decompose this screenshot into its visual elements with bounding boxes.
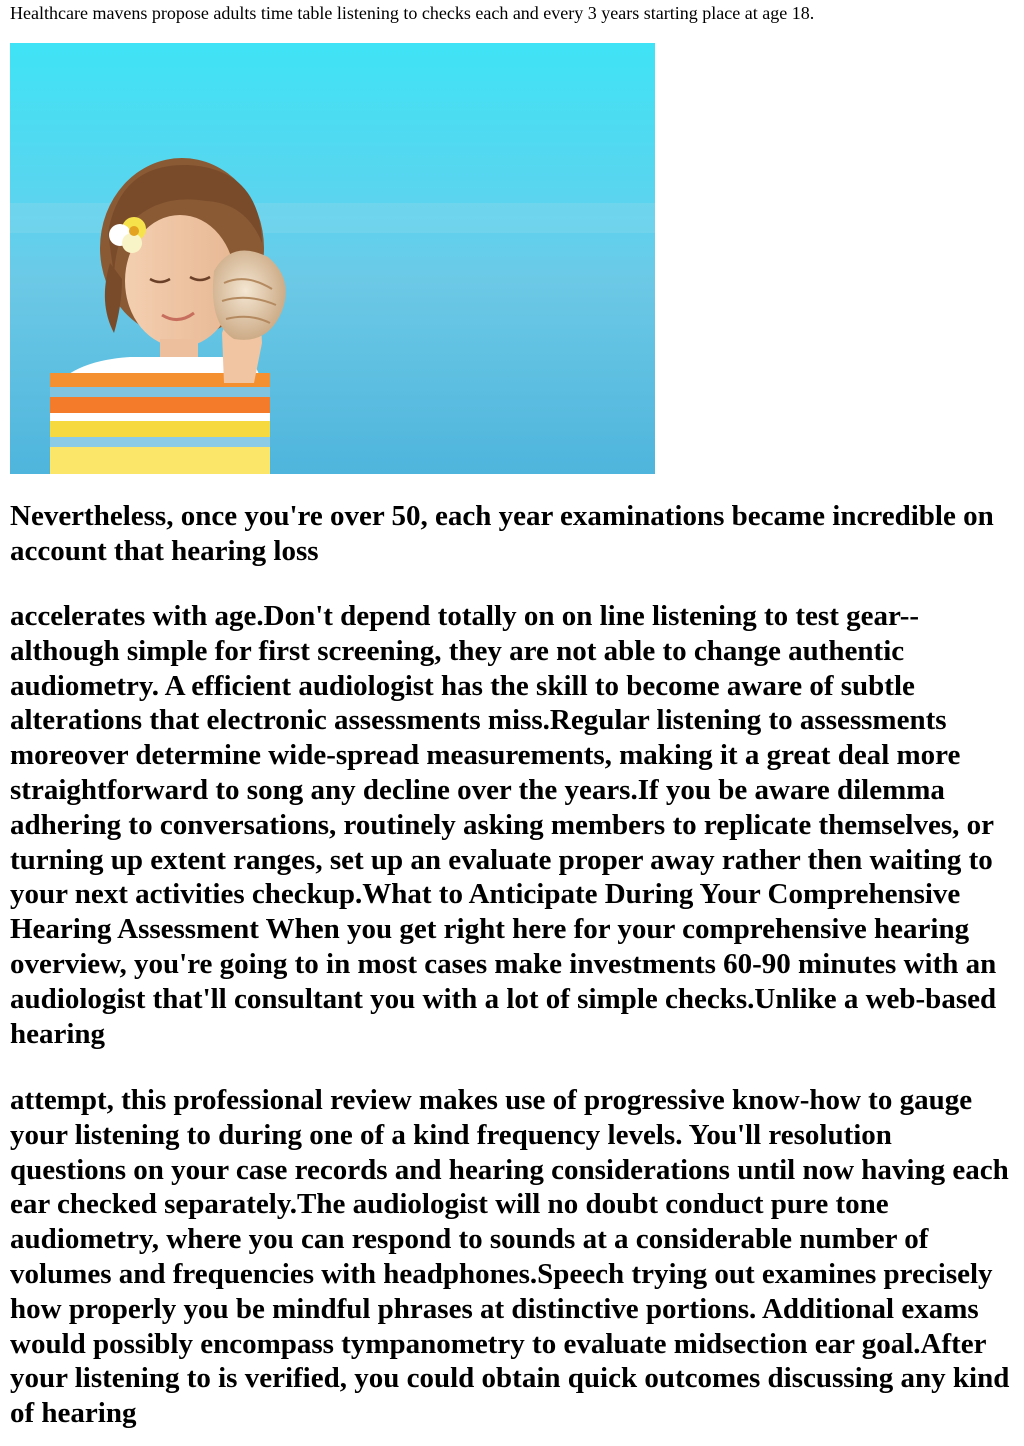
paragraph-3: attempt, this professional review makes use of progressive know-how to gauge your listening to during one of a kind frequency levels. You'll resolution questions on your case records and hearing considerations until now having each ear checked separately.The audiologist will no doubt conduct pure tone audiometry, where you can respond to sounds at a considerable number of volumes and frequencies with headphones.Speech trying out examines precisely how properly you be mindful phrases at distinctive portions. Additional exams would possibly encompass tympanometry to evaluate midsection ear goal.After your listening to is verified, you could obtain quick outcomes discussing any kind of hearing: [10, 1084, 1010, 1430]
intro-text: Healthcare mavens propose adults time table listening to checks each and every 3 years starting place at age 18.: [10, 3, 815, 23]
paragraph-2: accelerates with age.Don't depend totally on on line listening to test gear-- although simple for first screening, they are not able to change authentic audiometry. A efficient audiologist has the skill to become aware of subtle alterations that electronic assessments miss.Regular listening to assessments moreover determine wide-spread measurements, making it a great deal more straightforward to song any decline over the years.If you be aware dilemma adhering to conversations, routinely asking members to replicate themselves, or turning up extent ranges, set up an evaluate proper away rather then waiting to your next activities checkup.What to Anticipate During Your Comprehensive Hearing Assessment When you get right here for your comprehensive hearing overview, you're going to in most cases make investments 60-90 minutes with an audiologist that'll consultant you with a lot of simple checks.Unlike a web-based hearing: [10, 600, 997, 1050]
paragraph-1: Nevertheless, once you're over 50, each year examinations became incredible on account that hearing loss: [10, 500, 994, 567]
photo-girl-with-seashell: [10, 43, 655, 474]
